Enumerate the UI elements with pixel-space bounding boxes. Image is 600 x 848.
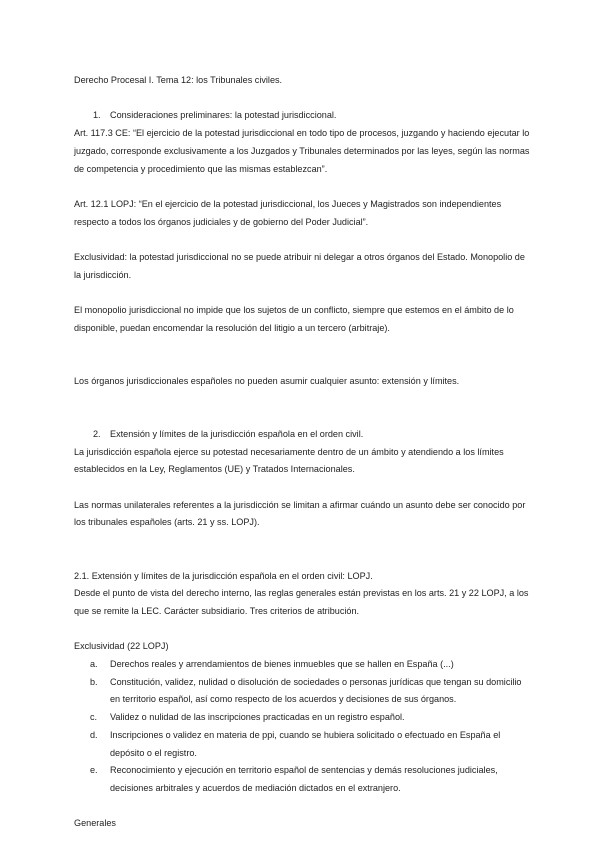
paragraph-monopolio: El monopolio jurisdiccional no impide que los sujetos de un conflicto, siempre que estemos en el ámbito de lo disponible, puedan encomendar la resolución del litigio a un tercero (arbitraje). [74, 305, 514, 333]
exclusividad-list [74, 656, 530, 798]
list-item [74, 762, 530, 797]
generales-label: Generales [74, 818, 116, 829]
list-item-text: Validez o nulidad de las inscripciones practicadas en un registro español. [110, 712, 405, 723]
paragraph-organos: Los órganos jurisdiccionales españoles no pueden asumir cualquier asunto: extensión y límites. [74, 375, 460, 386]
section-1-number: 1. [93, 110, 101, 121]
list-item-marker: d. [90, 729, 98, 740]
list-item-marker: e. [90, 765, 98, 776]
paragraph-derecho-interno: Desde el punto de vista del derecho interno, las reglas generales están previstas en los arts. 21 y 22 LOPJ, a los que se remite la LEC. Carácter subsidiario. Tres criterios de atribución. [74, 588, 529, 616]
list-item-marker: c. [90, 712, 98, 723]
subsection-2-1-heading: 2.1. Extensión y límites de la jurisdicción española en el orden civil: LOPJ. [74, 570, 373, 581]
paragraph-art-117: Art. 117.3 CE: “El ejercicio de la potestad jurisdiccional en todo tipo de procesos, juzgando y haciendo ejecutar lo juzgado, corresponde exclusivamente a los Juzgados y Tribunales determinados por las leyes, según las normas de competencia y procedimiento que las mismas establezcan”. [74, 128, 530, 174]
list-item-text: Reconocimiento y ejecución en territorio español de sentencias y demás resoluciones judiciales, decisiones arbitrales y acuerdos de mediación dictados en el extranjero. [110, 765, 498, 793]
paragraph-art-12: Art. 12.1 LOPJ: “En el ejercicio de la potestad jurisdiccional, los Jueces y Magistrados son independientes respecto a todos los órganos judiciales y de gobierno del Poder Judicial”. [74, 198, 502, 227]
paragraph-jurisdiccion: La jurisdicción española ejerce su potestad necesariamente dentro de un ámbito y atendiendo a los límites establecidos en la Ley, Reglamentos (UE) y Tratados Internacionales. [74, 446, 504, 475]
exclusividad-label: Exclusividad (22 LOPJ) [74, 641, 169, 652]
section-2-heading [74, 426, 530, 444]
list-item-text: Constitución, validez, nulidad o disolución de sociedades o personas jurídicas que tengan su domicilio en territorio español, así como respecto de los acuerdos y decisiones de sus órganos. [110, 676, 522, 705]
list-item-marker: b. [90, 676, 98, 687]
paragraph-normas-unilaterales: Las normas unilaterales referentes a la jurisdicción se limitan a afirmar cuándo un asunto debe ser conocido por los tribunales españoles (arts. 21 y ss. LOPJ). [74, 499, 526, 528]
section-1-heading-text: Consideraciones preliminares: la potestad jurisdiccional. [110, 110, 337, 121]
list-item [74, 656, 530, 674]
list-item-marker: a. [90, 659, 98, 670]
list-item-text: Inscripciones o validez en materia de ppi, cuando se hubiera solicitado o efectuado en España el depósito o el registro. [110, 729, 501, 758]
section-2-heading-text: Extensión y límites de la jurisdicción española en el orden civil. [110, 428, 364, 439]
list-item [74, 674, 530, 709]
section-1-heading [74, 107, 530, 125]
paragraph-exclusividad: Exclusividad: la potestad jurisdiccional no se puede atribuir ni delegar a otros órganos del Estado. Monopolio de la jurisdicción. [74, 251, 525, 280]
list-item-text: Derechos reales y arrendamientos de bienes inmuebles que se hallen en España (...) [110, 659, 454, 670]
section-2-number: 2. [93, 428, 101, 439]
list-item [74, 727, 530, 762]
list-item [74, 709, 530, 727]
document-title: Derecho Procesal I. Tema 12: los Tribunales civiles. [74, 75, 283, 85]
